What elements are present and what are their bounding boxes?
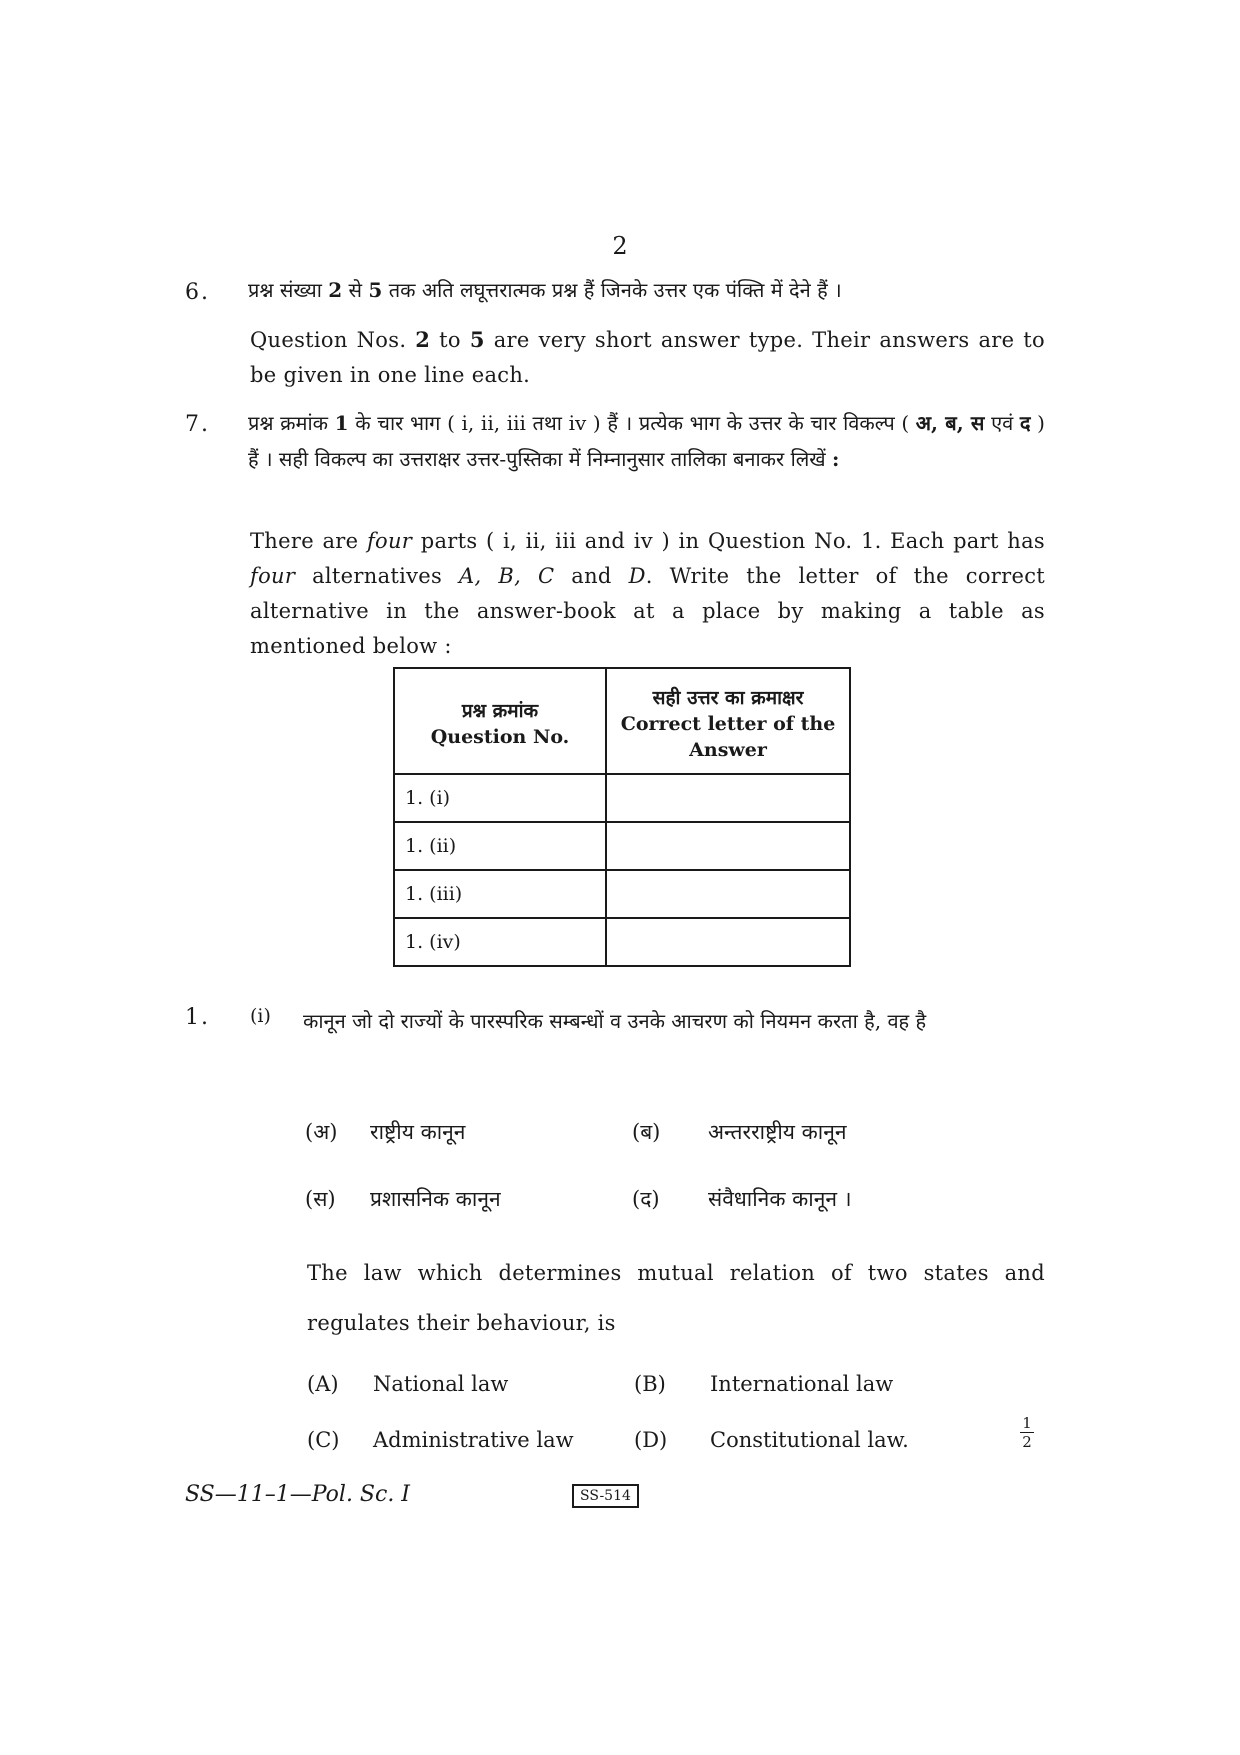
answer-cell (606, 774, 850, 822)
hindi-option-text: प्रशासनिक कानून (370, 1187, 501, 1211)
table-row: 1. (iii) (394, 870, 850, 918)
english-option-text: Constitutional law. (710, 1428, 909, 1452)
table-header-question-no: प्रश्न क्रमांक Question No. (394, 668, 606, 774)
hindi-option-text: अन्तरराष्ट्रीय कानून (708, 1120, 847, 1144)
table-row: 1. (i) (394, 774, 850, 822)
answer-cell (606, 822, 850, 870)
paper-code-box: SS-514 (572, 1484, 639, 1508)
english-option-label: (B) (634, 1372, 666, 1396)
hindi-option-label: (ब) (632, 1120, 661, 1144)
english-option-text: Administrative law (373, 1428, 574, 1452)
english-option-label: (D) (634, 1428, 668, 1452)
english-option-label: (C) (307, 1428, 340, 1452)
item-7-english: There are four parts ( i, ii, iii and iv ) in Question No. 1. Each part has four alternatives A, B, C and D. Write the letter of the correct alternative in the answer-book at a place by making a table as mentioned below : (250, 529, 1046, 658)
question-1-number: 1. (185, 1005, 210, 1030)
hindi-option-label: (स) (305, 1187, 336, 1211)
question-1-part: (i) (250, 1005, 271, 1027)
answer-cell (606, 918, 850, 966)
table-header-correct-letter: सही उत्तर का क्रमाक्षर Correct letter of the Answer (606, 668, 850, 774)
marks-fraction: 1 2 (1015, 1415, 1039, 1450)
item-6-english: Question Nos. 2 to 5 are very short answer type. Their answers are to be given in one line each. (250, 327, 1045, 387)
question-1-english: The law which determines mutual relation of two states and regulates their behaviour, is (307, 1261, 1045, 1335)
hindi-option-label: (द) (632, 1187, 660, 1211)
hindi-option-text: संवैधानिक कानून । (708, 1187, 852, 1211)
table-row: 1. (ii) (394, 822, 850, 870)
answer-cell (606, 870, 850, 918)
item-7-hindi: प्रश्न क्रमांक 1 के चार भाग ( i, ii, iii तथा iv ) हैं । प्रत्येक भाग के उत्तर के चार विकल्प ( अ, ब, स एवं द ) हैं । सही विकल्प का उत्तराक्षर उत्तर-पुस्तिका में निम्नानुसार तालिका बनाकर लिखें : (248, 411, 1045, 471)
english-option-label: (A) (307, 1372, 339, 1396)
paper-code-footer: SS—11–1—Pol. Sc. I (185, 1482, 410, 1507)
hindi-option-text: राष्ट्रीय कानून (370, 1120, 466, 1144)
item-7-number: 7. (185, 412, 210, 437)
item-6-number: 6. (185, 280, 210, 305)
item-6-hindi: प्रश्न संख्या 2 से 5 तक अति लघूत्तरात्मक प्रश्न हैं जिनके उत्तर एक पंक्ति में देने हैं । (248, 278, 842, 302)
hindi-option-label: (अ) (305, 1120, 338, 1144)
question-1-hindi: कानून जो दो राज्यों के पारस्परिक सम्बन्धों व उनके आचरण को नियमन करता है, वह है (303, 1009, 927, 1033)
page-number: 2 (612, 232, 628, 260)
answer-table (393, 667, 851, 967)
table-row: 1. (iv) (394, 918, 850, 966)
english-option-text: International law (710, 1372, 894, 1396)
english-option-text: National law (373, 1372, 509, 1396)
